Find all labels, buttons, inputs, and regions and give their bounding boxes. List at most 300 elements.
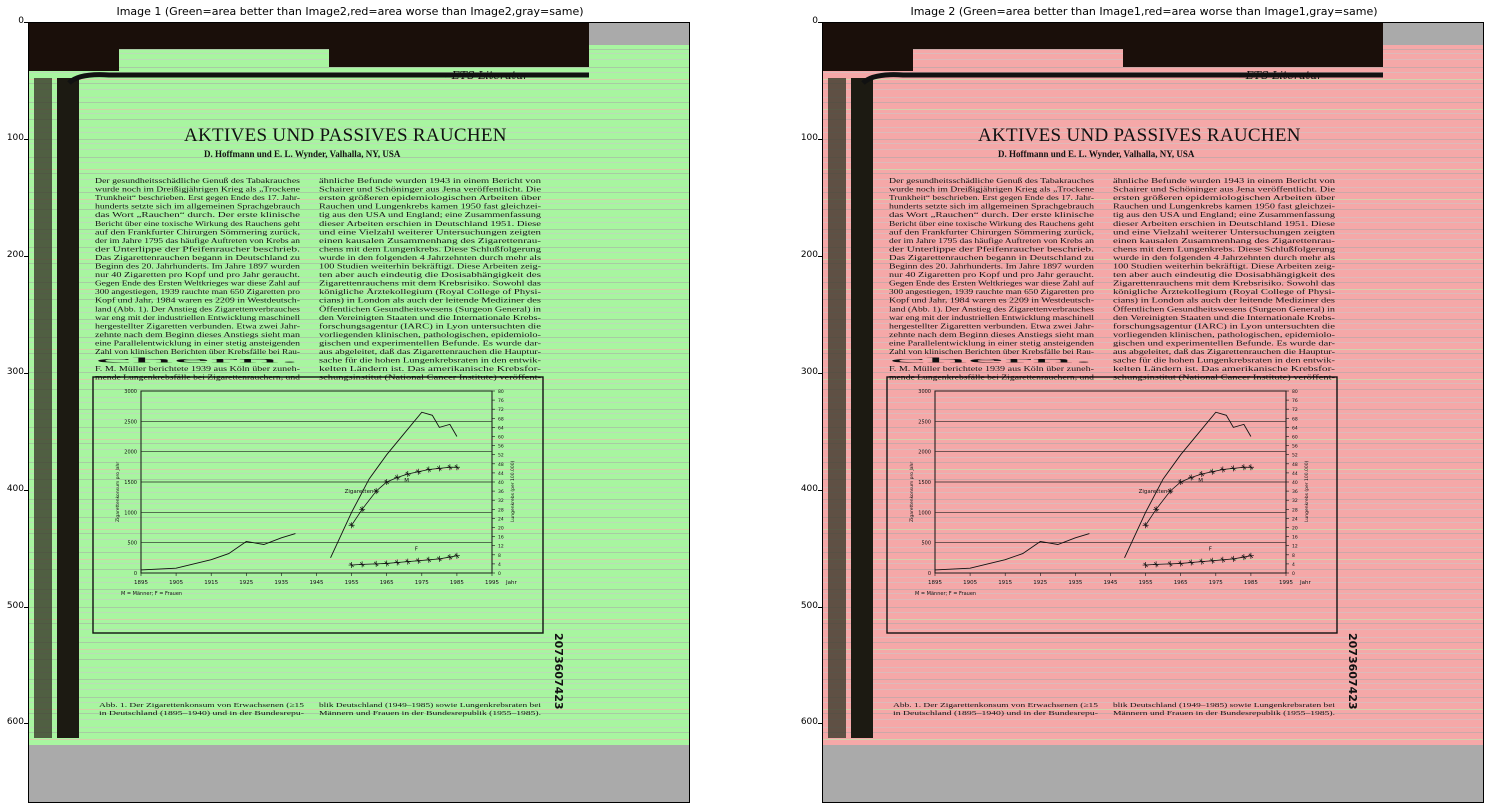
body-text-line: nur 40 Zigaretten pro Kopf und pro Jahr geraucht.: [95, 270, 301, 280]
stripe: [29, 162, 690, 163]
series-label: M: [404, 478, 409, 484]
stripe: [29, 679, 690, 680]
stripe: [29, 487, 690, 488]
y-tick-label: 500: [921, 540, 931, 547]
stripe: [823, 607, 1484, 608]
stripe: [29, 589, 690, 590]
y2-tick-label: 4: [1292, 562, 1295, 568]
axis-tick: [24, 607, 28, 608]
stripe: [823, 667, 1484, 668]
body-text-line: forschungsagentur (IARC) in Lyon untersuchten die: [1113, 321, 1336, 331]
figure-caption: blik Deutschland (1949–1985) sowie Lungenkrebsraten bei: [1113, 702, 1336, 709]
body-text-line: den Vereinigten Staaten und die Internationale Krebs-: [319, 312, 542, 322]
binding-edge-top: [29, 49, 119, 71]
handwritten-note: → ETS Literatur: [1233, 69, 1323, 82]
body-text-line: Das Zigarettenrauchen begann in Deutschland zu: [889, 252, 1095, 262]
x-tick-label: 1895: [134, 580, 148, 586]
y2-tick-label: 60: [1292, 435, 1298, 441]
body-text-line: Bericht über eine toxische Wirkung des Rauchens geht: [95, 218, 302, 228]
x-tick-label: 1965: [1173, 580, 1188, 586]
stripe: [29, 739, 690, 740]
stripe: [29, 169, 690, 170]
body-text-line: ten aber auch eindeutig die Dosisabhängigkeit des: [319, 270, 542, 280]
body-text-line: Rauchen und Lungenkrebs kamen 1950 fast gleichzei-: [1113, 201, 1336, 211]
body-text-line: Zahl von klinischen Berichten über Krebsfälle bei Rau-: [95, 347, 301, 356]
y2-tick-label: 68: [1292, 417, 1298, 423]
body-text-line: Öffentlichen Gesundheitswesens (Surgeon General) in: [319, 304, 542, 314]
body-text-line: aus abgeleitet, daß das Zigarettenrauchen die Hauptur-: [319, 347, 542, 356]
axis-tick: [818, 22, 822, 23]
axis-tick: [818, 139, 822, 140]
axis-tick-label: 500: [800, 600, 818, 611]
body-text-line: und eine Vielzahl weiterer Untersuchungen zeigten: [1113, 227, 1336, 237]
document-number: 2073607423: [1346, 633, 1359, 710]
stripe: [29, 432, 690, 433]
stripe: [823, 697, 1484, 698]
body-text-line: eine Parallelentwicklung in einer stetig ansteigenden: [95, 338, 301, 348]
axis-tick: [24, 256, 28, 257]
body-text-line: gischen und experimentellen Befunde. Es wurde dar-: [319, 338, 542, 348]
body-text-line: Trunkheit“ beschrieben. Erst gegen Ende des 17. Jahr-: [95, 193, 301, 203]
stripe: [29, 569, 690, 570]
body-text-line: eine Parallelentwicklung in einer stetig ansteigenden: [889, 338, 1095, 348]
stripe: [29, 612, 690, 613]
stripe: [29, 79, 690, 80]
top-dark-band: [29, 23, 589, 49]
y-tick-label: 1500: [124, 480, 137, 486]
bottom-gray: [823, 745, 1484, 803]
y2-tick-label: 44: [1292, 471, 1298, 477]
stripe: [823, 173, 1484, 174]
axis-tick-label: 200: [800, 249, 818, 260]
y2-tick-label: 4: [498, 562, 501, 568]
image-axes: [822, 22, 1484, 803]
y2-tick-label: 20: [498, 526, 504, 532]
comparison-panel-right: [794, 0, 1494, 803]
y-tick-label: 500: [127, 540, 137, 547]
stripe: [823, 533, 1484, 534]
axis-tick: [24, 139, 28, 140]
x-tick-label: 1995: [1279, 580, 1293, 586]
y2-tick-label: 8: [1292, 553, 1295, 559]
stripe: [29, 563, 690, 564]
y2-tick-label: 48: [498, 462, 504, 468]
y2-tick-label: 48: [1292, 462, 1298, 468]
top-dark-band: [823, 23, 1383, 49]
binding-edge-outer: [34, 78, 52, 738]
figure-caption: Abb. 1. Der Zigarettenkonsum von Erwachsenen (≥15: [893, 702, 1099, 709]
y-tick-label: 2000: [918, 449, 931, 456]
stripe: [29, 727, 690, 728]
stripe: [823, 522, 1484, 523]
body-text-line: hergestellter Zigaretten verbunden. Etwa zwei Jahr-: [95, 321, 301, 331]
stripe: [823, 629, 1484, 630]
stripe: [823, 727, 1484, 728]
stripe: [823, 67, 1484, 68]
x-tick-label: 1975: [1208, 580, 1223, 586]
body-text-line: Bericht über eine toxische Wirkung des Rauchens geht: [889, 218, 1096, 228]
y-tick-label: 3000: [918, 389, 931, 395]
stripe: [823, 499, 1484, 500]
article-heading: AKTIVES UND PASSIVES RAUCHEN: [978, 125, 1301, 146]
body-text-line: wurde in den folgenden 4 Jahrzehnten durch mehr als: [319, 252, 542, 262]
stripe: [823, 649, 1484, 650]
y2-tick-label: 72: [1292, 408, 1298, 414]
body-text-line: ähnliche Befunde wurden 1943 in einem Bericht von: [319, 176, 542, 185]
x-tick-label: 1975: [414, 580, 429, 586]
y-tick-label: 1000: [124, 510, 137, 517]
body-text-line: Gegen Ende des Ersten Weltkrieges war diese Zahl auf: [889, 278, 1095, 288]
stripe: [29, 653, 690, 654]
body-text-line: Beginn des 20. Jahrhunderts. Im Jahre 1897 wurden: [95, 261, 301, 271]
y2-tick-label: 64: [498, 426, 504, 432]
body-text-line: hunderts setzte sich im allgemeinen Sprachgebrauch: [889, 201, 1095, 211]
body-text-line: Trunkheit“ beschrieben. Erst gegen Ende des 17. Jahr-: [889, 193, 1095, 203]
stripe: [29, 469, 690, 470]
body-text-line: königliche Ärztekollegium (Royal College of Physi-: [1113, 287, 1336, 297]
body-text-line: der im Jahre 1795 das häufige Auftreten von Krebs an: [95, 235, 301, 245]
stripe: [29, 119, 690, 120]
y-tick-label: 2500: [918, 419, 931, 426]
y-tick-label: 0: [133, 571, 137, 577]
stripe: [823, 653, 1484, 654]
x-tick-label: 1935: [1068, 580, 1083, 586]
stripe: [29, 577, 690, 578]
body-text-line: war eng mit der industriellen Entwicklung maschinell: [889, 312, 1094, 322]
body-text-line: kelten Ländern ist. Das amerikanische Krebsfor-: [1113, 364, 1336, 374]
legend-note: M = Männer; F = Frauen: [915, 591, 977, 597]
x-tick-label: 1965: [379, 580, 394, 586]
stripe: [823, 469, 1484, 470]
body-text-line: chern.: [889, 355, 1096, 365]
y2-tick-label: 32: [498, 499, 504, 505]
body-text-line: dieser Arbeiten erschien in Deutschland 1951. Diese: [319, 218, 542, 228]
stripe: [29, 473, 690, 474]
y2-tick-label: 28: [498, 508, 504, 514]
y2-tick-label: 16: [498, 535, 504, 541]
stripe: [29, 623, 690, 624]
body-text-line: F. M. Müller berichtete 1939 aus Köln über zuneh-: [889, 364, 1095, 374]
body-text-line: auf den Frankfurter Chirurgen Sömmering zurück,: [95, 227, 301, 237]
stripe: [29, 689, 690, 690]
stripe: [823, 529, 1484, 530]
body-text-line: chens mit dem Lungenkrebs. Diese Schlußfolgerung: [1113, 244, 1336, 254]
stripe: [29, 383, 690, 384]
y2-tick-label: 68: [498, 417, 504, 423]
axis-tick: [24, 490, 28, 491]
body-text-line: hunderts setzte sich im allgemeinen Sprachgebrauch: [95, 201, 301, 211]
x-tick-label: 1915: [204, 580, 219, 586]
body-text-line: der Unterlippe der Pfeifenraucher beschrieb.: [889, 244, 1095, 254]
body-text-line: aus abgeleitet, daß das Zigarettenrauchen die Hauptur-: [1113, 347, 1336, 356]
stripe: [29, 503, 690, 504]
stripe: [823, 642, 1484, 643]
stripe: [823, 559, 1484, 560]
stripe: [29, 499, 690, 500]
stripe: [823, 102, 1484, 103]
stripe: [29, 443, 690, 444]
stripe: [29, 517, 690, 518]
x-tick-label: 1925: [239, 580, 254, 586]
stripe: [29, 462, 690, 463]
stripe: [823, 569, 1484, 570]
y2-tick-label: 0: [498, 572, 501, 577]
series-label: Zigaretten: [344, 488, 374, 495]
body-text-line: Das Zigarettenrauchen begann in Deutschland zu: [95, 252, 301, 262]
stripe: [29, 732, 690, 733]
y-tick-label: 1000: [918, 510, 931, 517]
stripe: [823, 443, 1484, 444]
stripe: [823, 582, 1484, 583]
body-text-line: 300 angestiegen, 1939 rauchte man 650 Zigaretten pro: [95, 287, 301, 297]
stripe: [823, 119, 1484, 120]
body-text-line: Kopf und Jahr, 1984 waren es 2209 in Westdeutsch-: [889, 295, 1095, 305]
stripe: [823, 547, 1484, 548]
body-text-line: Schairer und Schöninger aus Jena veröffentlicht. Die: [1113, 184, 1336, 194]
stripe: [823, 427, 1484, 428]
axis-tick-label: 0: [18, 16, 24, 26]
axis-tick-label: 600: [800, 717, 818, 728]
stripe: [29, 109, 690, 110]
body-text-line: sache für die hohen Lungenkrebsraten in den entwik-: [1113, 355, 1336, 365]
series-label: M: [1198, 478, 1203, 484]
y-tick-label: 2000: [124, 449, 137, 456]
series-label: F: [414, 546, 418, 553]
stripe: [823, 162, 1484, 163]
y-tick-label: 2500: [124, 419, 137, 426]
legend-note: M = Männer; F = Frauen: [121, 591, 183, 597]
stripe: [823, 619, 1484, 620]
binding-edge-outer: [828, 78, 846, 738]
axis-tick-label: 400: [6, 483, 24, 494]
stripe: [29, 659, 690, 660]
stripe: [29, 67, 690, 68]
body-text-line: Der gesundheitsschädliche Genuß des Tabakrauches: [889, 176, 1095, 185]
body-text-line: 100 Studien weiterhin bekräftigt. Diese Arbeiten zeig-: [1113, 261, 1336, 271]
stripe: [823, 432, 1484, 433]
body-text-line: Zigarettenrauchens mit dem Krebsrisiko. Sowohl das: [319, 278, 542, 288]
body-text-line: nur 40 Zigaretten pro Kopf und pro Jahr geraucht.: [889, 270, 1095, 280]
body-text-line: einen kausalen Zusammenhang des Zigarettenrau-: [319, 235, 542, 245]
y2-tick-label: 16: [1292, 535, 1298, 541]
stripe: [823, 383, 1484, 384]
x-tick-label: 1925: [1033, 580, 1048, 586]
y2-tick-label: 12: [1292, 544, 1298, 550]
body-text-line: ersten größeren epidemiologischen Arbeiten über: [319, 193, 542, 203]
top-dark-band-right: [329, 49, 589, 67]
body-text-line: Zahl von klinischen Berichten über Krebsfälle bei Rau-: [889, 347, 1095, 356]
body-text-line: Gegen Ende des Ersten Weltkrieges war diese Zahl auf: [95, 278, 301, 288]
stripe: [29, 637, 690, 638]
stripe: [29, 522, 690, 523]
body-text-line: der Unterlippe der Pfeifenraucher beschrieb.: [95, 244, 301, 254]
stripe: [823, 79, 1484, 80]
body-text-line: vorliegenden klinischen, pathologischen, epidemiolo-: [319, 329, 542, 339]
body-text-line: chens mit dem Lungenkrebs. Diese Schlußfolgerung: [319, 244, 542, 254]
stripe: [29, 547, 690, 548]
stripe: [823, 612, 1484, 613]
stripe: [823, 589, 1484, 590]
stripe: [29, 667, 690, 668]
body-text-line: Der gesundheitsschädliche Genuß des Tabakrauches: [95, 176, 301, 185]
stripe: [29, 619, 690, 620]
stripe: [29, 719, 690, 720]
axis-tick: [818, 723, 822, 724]
stripe: [823, 413, 1484, 414]
figure-caption: blik Deutschland (1949–1985) sowie Lungenkrebsraten bei: [319, 702, 542, 709]
body-text-line: tig aus den USA und England; eine Zusammenfassung: [1113, 210, 1336, 220]
body-text-line: land (Abb. 1). Der Anstieg des Zigarettenverbrauches: [95, 304, 301, 314]
body-text-line: schungsinstitut (National Cancer Institute) veröffent-: [1113, 372, 1336, 382]
stripe: [29, 97, 690, 98]
body-text-line: auf den Frankfurter Chirurgen Sömmering zurück,: [889, 227, 1095, 237]
axis-tick-label: 400: [800, 483, 818, 494]
stripe: [823, 97, 1484, 98]
y-axis-label: Zigarettenkonsum pro Jahr: [116, 461, 121, 522]
body-text-line: tig aus den USA und England; eine Zusammenfassung: [319, 210, 542, 220]
binding-edge-top: [823, 49, 913, 71]
body-text-line: vorliegenden klinischen, pathologischen, epidemiolo-: [1113, 329, 1336, 339]
stripe: [29, 649, 690, 650]
axis-tick: [24, 723, 28, 724]
stripe: [29, 552, 690, 553]
axis-tick: [24, 22, 28, 23]
stripe: [29, 427, 690, 428]
y-tick-label: 0: [927, 571, 931, 577]
x-axis-label: Jahr: [1300, 580, 1311, 586]
x-tick-label: 1955: [1138, 580, 1153, 586]
comparison-panel-left: [0, 0, 700, 803]
stripe: [29, 439, 690, 440]
series-label: F: [1208, 546, 1212, 553]
x-tick-label: 1955: [344, 580, 359, 586]
axis-tick-label: 0: [812, 16, 818, 26]
stripe: [823, 637, 1484, 638]
axis-tick-label: 100: [6, 132, 24, 143]
axis-tick-label: 100: [800, 132, 818, 143]
stripe: [823, 599, 1484, 600]
y2-tick-label: 20: [1292, 526, 1298, 532]
x-axis-label: Jahr: [506, 580, 517, 586]
bottom-gray: [29, 745, 690, 803]
axis-tick: [818, 607, 822, 608]
body-text-line: land (Abb. 1). Der Anstieg des Zigarettenverbrauches: [889, 304, 1095, 314]
y2-tick-label: 40: [1292, 481, 1298, 486]
body-text-line: chern.: [95, 355, 302, 365]
x-tick-label: 1935: [274, 580, 289, 586]
y2-tick-label: 24: [498, 517, 504, 523]
axis-tick-label: 300: [800, 366, 818, 377]
body-text-line: einen kausalen Zusammenhang des Zigarettenrau-: [1113, 235, 1336, 245]
figure-caption: Männern und Frauen in der Bundesrepublik (1955–1985).: [1113, 710, 1336, 717]
top-dark-band-right: [1123, 49, 1383, 67]
stripe: [29, 683, 690, 684]
stripe: [29, 607, 690, 608]
body-text-line: kelten Ländern ist. Das amerikanische Krebsfor-: [319, 364, 542, 374]
stripe: [823, 409, 1484, 410]
document-number: 2073607423: [552, 633, 565, 710]
body-text-line: sache für die hohen Lungenkrebsraten in den entwik-: [319, 355, 542, 365]
panel-title: Image 1 (Green=area better than Image2,red=area worse than Image2,gray=same): [116, 5, 584, 18]
body-text-line: dieser Arbeiten erschien in Deutschland 1951. Diese: [1113, 218, 1336, 228]
stripe: [823, 109, 1484, 110]
body-text-line: zehnte nach dem Beginn dieses Anstiegs sieht man: [95, 329, 301, 339]
body-text-line: mende Lungenkrebsfälle bei Zigarettenrauchern, und: [95, 372, 301, 382]
axis-tick-label: 600: [6, 717, 24, 728]
y2-axis-label: Lungenkrebs (per 100.000): [511, 460, 516, 522]
body-text-line: ähnliche Befunde wurden 1943 in einem Bericht von: [1113, 176, 1336, 185]
y2-tick-label: 32: [1292, 499, 1298, 505]
stripe: [29, 402, 690, 403]
body-text-line: Schairer und Schöninger aus Jena veröffentlicht. Die: [319, 184, 542, 194]
stripe: [823, 683, 1484, 684]
y2-tick-label: 40: [498, 481, 504, 486]
article-authors: D. Hoffmann und E. L. Wynder, Valhalla, NY, USA: [204, 149, 401, 159]
stripe: [823, 473, 1484, 474]
body-text-line: war eng mit der industriellen Entwicklung maschinell: [95, 312, 300, 322]
y2-tick-label: 28: [1292, 508, 1298, 514]
stripe: [29, 629, 690, 630]
body-text-line: Beginn des 20. Jahrhunderts. Im Jahre 1897 wurden: [889, 261, 1095, 271]
stripe: [823, 552, 1484, 553]
body-text-line: das Wort „Rauchen“ durch. Der erste klinische: [889, 210, 1095, 220]
stripe: [823, 517, 1484, 518]
y2-tick-label: 72: [498, 408, 504, 414]
stripe: [29, 529, 690, 530]
body-text-line: und eine Vielzahl weiterer Untersuchungen zeigten: [319, 227, 542, 237]
body-text-line: cians) in London als auch der leitende Mediziner des: [319, 295, 542, 305]
binding-edge: [851, 78, 873, 738]
panel-title: Image 2 (Green=area better than Image1,red=area worse than Image1,gray=same): [910, 5, 1378, 18]
y2-tick-label: 76: [1292, 399, 1298, 405]
body-text-line: zehnte nach dem Beginn dieses Anstiegs sieht man: [889, 329, 1095, 339]
y2-tick-label: 76: [498, 399, 504, 405]
article-authors: D. Hoffmann und E. L. Wynder, Valhalla, NY, USA: [998, 149, 1195, 159]
body-text-line: Kopf und Jahr, 1984 waren es 2209 in Westdeutsch-: [95, 295, 301, 305]
body-text-line: gischen und experimentellen Befunde. Es wurde dar-: [1113, 338, 1336, 348]
stripe: [823, 689, 1484, 690]
axis-tick: [818, 256, 822, 257]
axis-tick-label: 500: [6, 600, 24, 611]
y2-tick-label: 36: [1292, 490, 1298, 496]
body-text-line: der im Jahre 1795 das häufige Auftreten von Krebs an: [889, 235, 1095, 245]
image-axes: [28, 22, 690, 803]
stripe: [823, 732, 1484, 733]
stripe: [29, 582, 690, 583]
stripe: [29, 457, 690, 458]
body-text-line: den Vereinigten Staaten und die Internationale Krebs-: [1113, 312, 1336, 322]
document-image: [29, 23, 690, 803]
axis-tick: [24, 373, 28, 374]
y2-tick-label: 24: [1292, 517, 1298, 523]
y2-tick-label: 0: [1292, 572, 1295, 577]
x-tick-label: 1915: [998, 580, 1013, 586]
stripe: [823, 672, 1484, 673]
stripe: [823, 503, 1484, 504]
body-text-line: das Wort „Rauchen“ durch. Der erste klinische: [95, 210, 301, 220]
axis-tick-label: 300: [6, 366, 24, 377]
binding-edge: [57, 78, 79, 738]
axis-tick: [818, 373, 822, 374]
y2-tick-label: 44: [498, 471, 504, 477]
stripe: [823, 83, 1484, 84]
series-label: Zigaretten: [1138, 488, 1168, 495]
figure-caption: Männern und Frauen in der Bundesrepublik (1955–1985).: [319, 710, 542, 717]
stripe: [823, 89, 1484, 90]
x-tick-label: 1895: [928, 580, 942, 586]
body-text-line: F. M. Müller berichtete 1939 aus Köln über zuneh-: [95, 364, 301, 374]
y2-tick-label: 60: [498, 435, 504, 441]
